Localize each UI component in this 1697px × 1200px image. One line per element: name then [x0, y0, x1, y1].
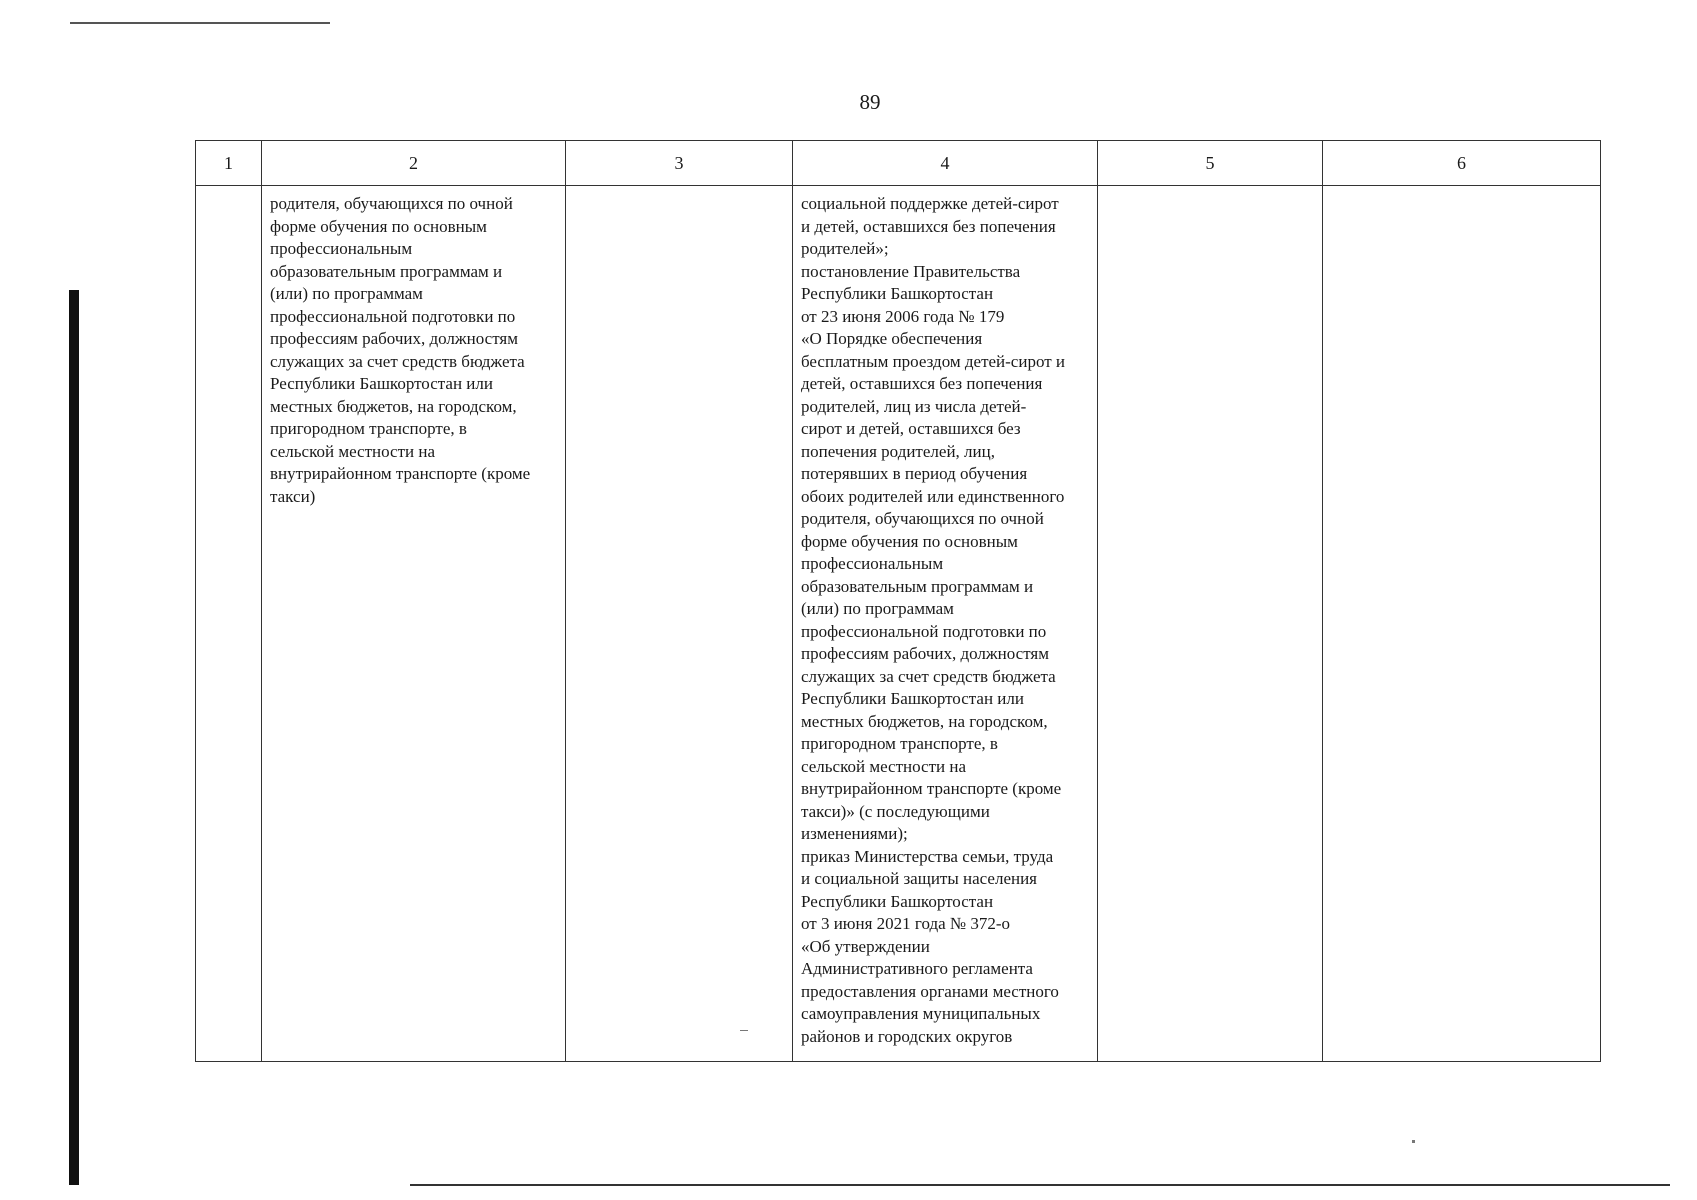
column-header-3: 3 — [566, 141, 793, 186]
cell-col5 — [1098, 186, 1323, 1062]
table-header-row — [196, 141, 1601, 186]
table-row — [196, 186, 1601, 1062]
column-header-1: 1 — [196, 141, 262, 186]
cell-col4-text: социальной поддержке детей-сирот и детей, оставшихся без попечения родителей»; постановление Правительства Республики Башкортостан от 23 июня 2006 года № 179 «О Порядке обеспечения бесплатным проездом детей-сирот и детей, оставшихся без попечения родителей, лиц из числа детей- сирот и детей, оставшихся без попечения родителей, лиц, потерявших в период обучения обоих родителей или единственного родителя, обучающихся по очной форме обучения по основным профессиональным образовательным программам и (или) по программам профессиональной подготовки по профессиям рабочих, должностям служащих за счет средств бюджета Республики Башкортостан или местных бюджетов, на городском, пригородном транспорте, в сельской местности на внутрирайонном транспорте (кроме такси)» (с последующими изменениями); приказ Министерства семьи, труда и социальной защиты населения Республики Башкортостан от 3 июня 2021 года № 372-о «Об утверждении Административного регламента предоставления органами местного самоуправления муниципальных районов и городских округов — [801, 194, 1066, 1046]
page-number: 89 — [859, 90, 881, 114]
cell-col6 — [1323, 186, 1601, 1062]
column-header-6: 6 — [1323, 141, 1601, 186]
scan-artifact-top-line — [70, 22, 330, 24]
cell-col2-text: родителя, обучающихся по очной форме обучения по основным профессиональным образовательным программам и (или) по программам профессиональной подготовки по профессиям рабочих, должностям служащих за счет средств бюджета Республики Башкортостан или местных бюджетов, на городском, пригородном транспорте, в сельской местности на внутрирайонном транспорте (кроме такси) — [270, 194, 531, 506]
cell-col3 — [566, 186, 793, 1062]
document-table — [195, 140, 1601, 1062]
cell-col4 — [793, 186, 1098, 1062]
cell-col1-text — [196, 186, 261, 193]
cell-col1 — [196, 186, 262, 1062]
cell-col2 — [262, 186, 566, 1062]
cell-col6-text — [1323, 186, 1600, 193]
scan-artifact-bottom-line — [410, 1184, 1670, 1186]
cell-col3-text — [566, 186, 792, 193]
scan-artifact-left-bar — [69, 290, 79, 1185]
column-header-4: 4 — [793, 141, 1098, 186]
cell-col5-text — [1098, 186, 1322, 193]
column-header-5: 5 — [1098, 141, 1323, 186]
scan-speck — [1412, 1140, 1415, 1143]
column-header-2: 2 — [262, 141, 566, 186]
